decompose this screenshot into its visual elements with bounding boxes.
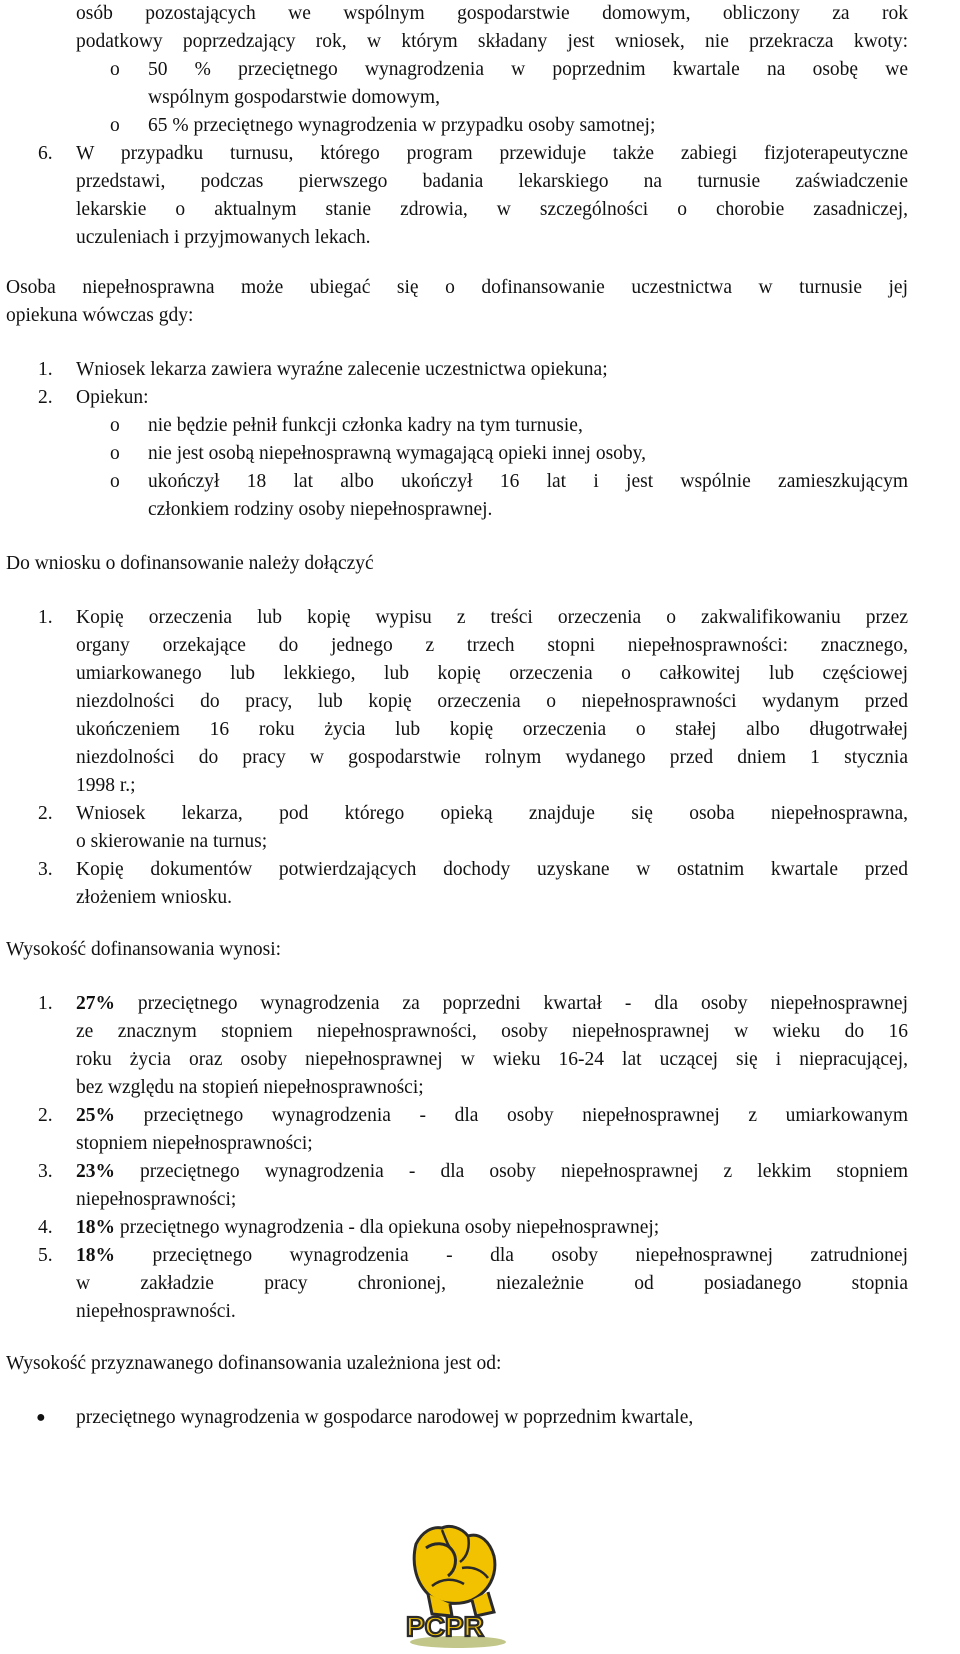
list-item-line: przedstawi, podczas pierwszego badania lekarskiego na turnusie zaświadczenie: [76, 171, 908, 192]
list-marker: 5.: [38, 1245, 53, 1266]
list-item-line: bez względu na stopień niepełnosprawności;: [76, 1077, 424, 1098]
list-marker: 2.: [38, 387, 53, 408]
list-item-line: nie będzie pełnił funkcji członka kadry na tym turnusie,: [148, 415, 583, 436]
list-marker: 4.: [38, 1217, 53, 1238]
list-item-line: Kopię dokumentów potwierdzających dochody uzyskane w ostatnim kwartale przed: [76, 859, 908, 880]
list-marker: 6.: [38, 143, 53, 164]
logo-wordmark: PCPR: [406, 1611, 484, 1642]
list-item-line: 23% przeciętnego wynagrodzenia - dla osoby niepełnosprawnej z lekkim stopniem: [76, 1161, 908, 1182]
list-item-line: wspólnym gospodarstwie domowym,: [148, 87, 440, 108]
list-item-line: ukończył 18 lat albo ukończył 16 lat i jest wspólnie zamieszkującym: [148, 471, 908, 492]
list-item-line: 18% przeciętnego wynagrodzenia - dla opiekuna osoby niepełnosprawnej;: [76, 1217, 660, 1238]
list-item-line: W przypadku turnusu, którego program przewiduje także zabiegi fizjoterapeutyczne: [76, 143, 908, 164]
list-item-line: ze znacznym stopniem niepełnosprawności, osoby niepełnosprawnej w wieku do 16: [76, 1021, 908, 1042]
list-marker: 1.: [38, 607, 53, 628]
list-item-line: stopniem niepełnosprawności;: [76, 1133, 313, 1154]
list-item-line: o skierowanie na turnus;: [76, 831, 268, 852]
list-item-line: niepełnosprawności.: [76, 1301, 236, 1322]
list-marker: 1.: [38, 359, 53, 380]
section-heading: Wysokość przyznawanego dofinansowania uzależniona jest od:: [6, 1353, 502, 1374]
list-item-line: lekarskie o aktualnym stanie zdrowia, w szczególności o chorobie zasadniczej,: [76, 199, 908, 220]
list-marker: 1.: [38, 993, 53, 1014]
list-item-line: 65 % przeciętnego wynagrodzenia w przypadku osoby samotnej;: [148, 115, 656, 136]
list-item-line: Wniosek lekarza zawiera wyraźne zalecenie uczestnictwa opiekuna;: [76, 359, 608, 380]
section-heading: Do wniosku o dofinansowanie należy dołączyć: [6, 553, 374, 574]
list-item-line: roku życia oraz osoby niepełnosprawnej w wieku 16-24 lat uczącej się i niepracującej,: [76, 1049, 908, 1070]
paragraph-line: osób pozostających we wspólnym gospodarstwie domowym, obliczony za rok: [76, 3, 908, 24]
list-marker: 3.: [38, 859, 53, 880]
list-item-line: 27% przeciętnego wynagrodzenia za poprzedni kwartał - dla osoby niepełnosprawnej: [76, 993, 908, 1014]
list-marker: o: [110, 443, 120, 464]
list-marker: 2.: [38, 1105, 53, 1126]
list-marker: o: [110, 471, 120, 492]
list-item-line: 50 % przeciętnego wynagrodzenia w poprzednim kwartale na osobę we: [148, 59, 908, 80]
list-marker: o: [110, 415, 120, 436]
list-marker: 3.: [38, 1161, 53, 1182]
list-item-line: niezdolności do pracy w gospodarstwie rolnym wydanego przed dniem 1 stycznia: [76, 747, 908, 768]
pcpr-logo-icon: [402, 1520, 514, 1650]
list-item-line: 18% przeciętnego wynagrodzenia - dla osoby niepełnosprawnej zatrudnionej: [76, 1245, 908, 1266]
list-item-line: niepełnosprawności;: [76, 1189, 237, 1210]
list-item-line: 1998 r.;: [76, 775, 136, 796]
list-item-line: nie jest osobą niepełnosprawną wymagającą opieki innej osoby,: [148, 443, 647, 464]
percentage-value: 18%: [76, 1245, 115, 1266]
list-marker: 2.: [38, 803, 53, 824]
list-item-line: członkiem rodziny osoby niepełnosprawnej.: [148, 499, 493, 520]
list-item-line: niezdolności do pracy, lub kopię orzeczenia o niepełnosprawności wydanym przed: [76, 691, 908, 712]
percentage-value: 27%: [76, 993, 115, 1014]
percentage-value: 23%: [76, 1161, 115, 1182]
list-item-line: organy orzekające do jednego z trzech stopni niepełnosprawności: znacznego,: [76, 635, 908, 656]
paragraph-line: Osoba niepełnosprawna może ubiegać się o dofinansowanie uczestnictwa w turnusie jej: [6, 277, 908, 298]
list-item-line: ukończeniem 16 roku życia lub kopię orzeczenia o stałej albo długotrwałej: [76, 719, 908, 740]
list-item-line: Opiekun:: [76, 387, 149, 408]
list-item-line: 25% przeciętnego wynagrodzenia - dla osoby niepełnosprawnej z umiarkowanym: [76, 1105, 908, 1126]
list-item-line: Wniosek lekarza, pod którego opieką znajduje się osoba niepełnosprawna,: [76, 803, 908, 824]
section-heading: Wysokość dofinansowania wynosi:: [6, 939, 282, 960]
paragraph-line: opiekuna wówczas gdy:: [6, 305, 194, 326]
list-item-line: Kopię orzeczenia lub kopię wypisu z treści orzeczenia o zakwalifikowaniu przez: [76, 607, 908, 628]
paragraph-line: podatkowy poprzedzający rok, w którym składany jest wniosek, nie przekracza kwoty:: [76, 31, 908, 52]
list-item-line: uczuleniach i przyjmowanych lekach.: [76, 227, 371, 248]
list-marker: o: [110, 59, 120, 80]
list-item-line: przeciętnego wynagrodzenia w gospodarce narodowej w poprzednim kwartale,: [76, 1407, 694, 1428]
list-item-line: złożeniem wniosku.: [76, 887, 232, 908]
percentage-value: 18%: [76, 1217, 115, 1238]
bullet-dot-icon: ●: [36, 1409, 46, 1426]
list-item-line: w zakładzie pracy chronionej, niezależnie od posiadanego stopnia: [76, 1273, 908, 1294]
percentage-value: 25%: [76, 1105, 115, 1126]
list-marker: o: [110, 115, 120, 136]
list-item-line: umiarkowanego lub lekkiego, lub kopię orzeczenia o całkowitej lub częściowej: [76, 663, 908, 684]
